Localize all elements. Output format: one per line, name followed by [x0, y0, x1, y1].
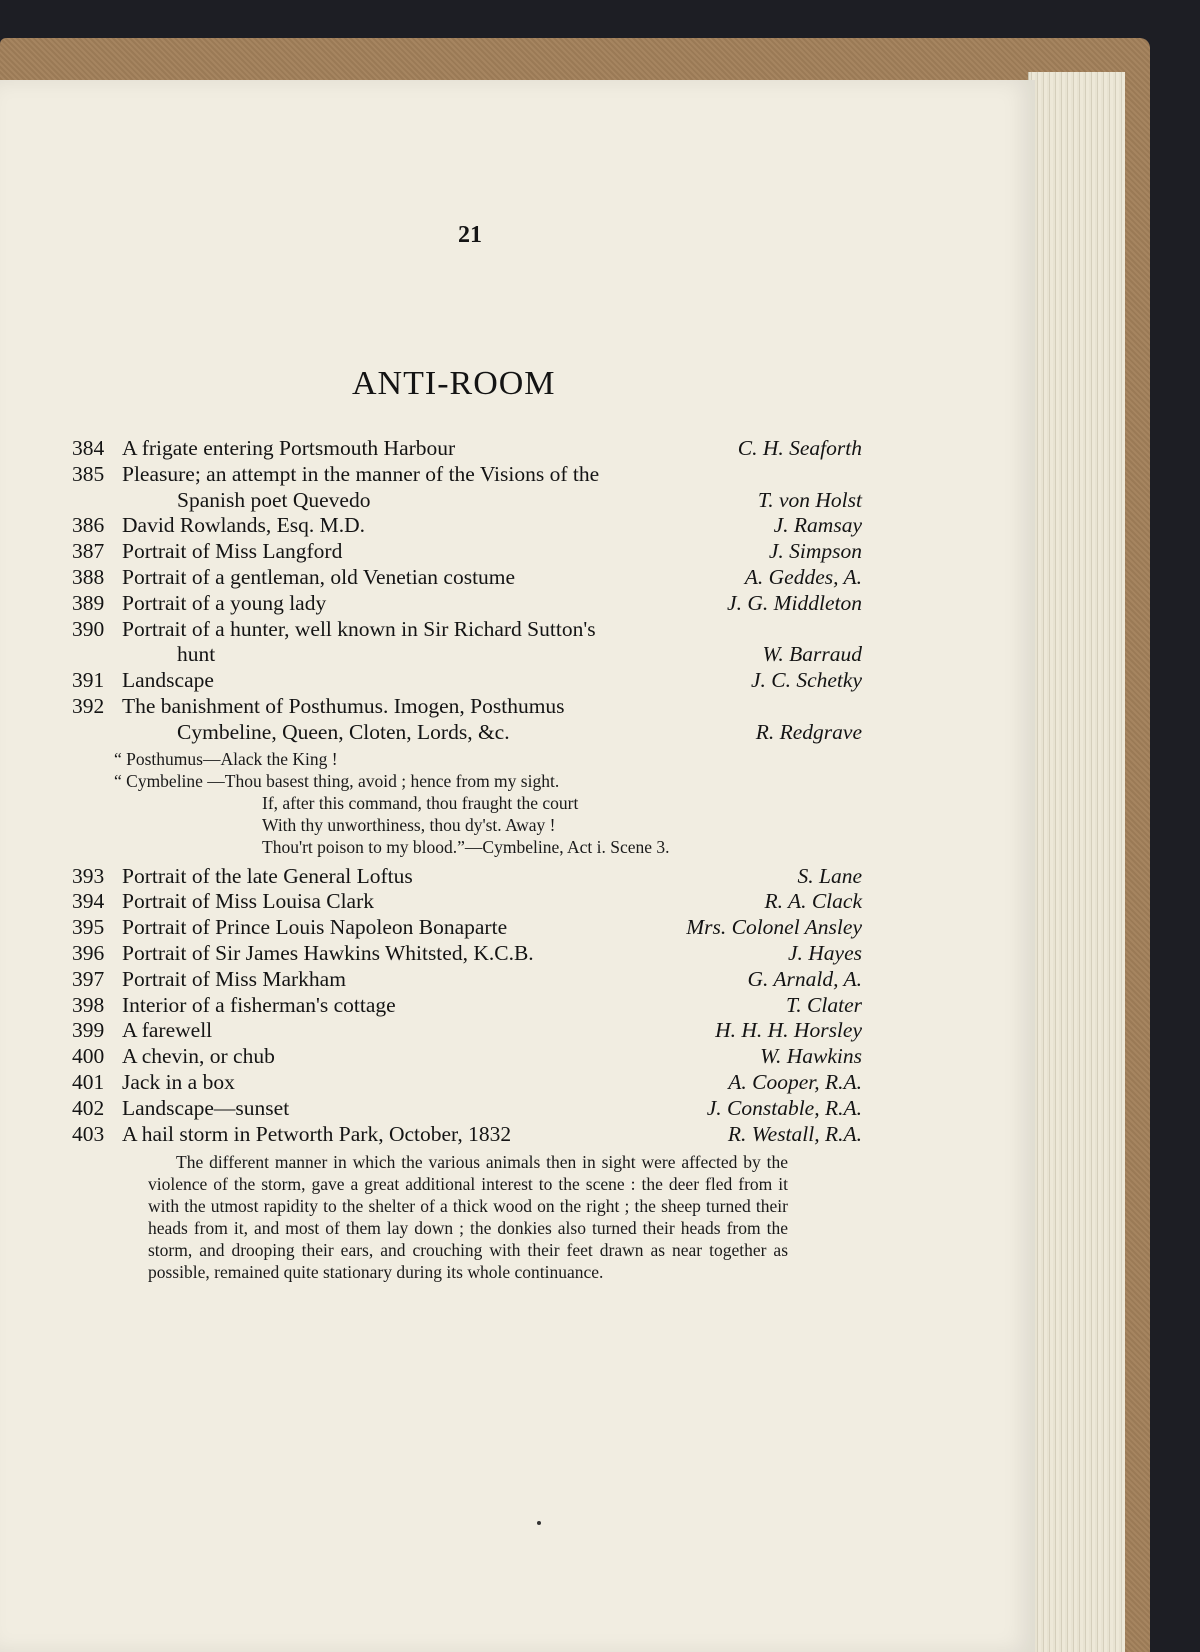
entry-title: Landscape—sunset: [122, 1095, 290, 1120]
entry-artist: T. Clater: [785, 992, 862, 1017]
quote-line: “ Cymbeline —Thou basest thing, avoid ; hence from my sight.: [114, 770, 560, 791]
section-title: ANTI-ROOM: [352, 365, 556, 402]
page-edges: [1028, 72, 1125, 1652]
entry-385: [72, 462, 862, 488]
entry-401: [72, 1070, 862, 1096]
entry-title: Interior of a fisherman's cottage: [122, 992, 396, 1017]
catalogue-entries: [72, 436, 862, 1283]
entry-393: [72, 864, 862, 890]
page-number: 21: [458, 222, 482, 248]
entry-title-cont: Cymbeline, Queen, Cloten, Lords, &c.: [177, 719, 510, 744]
entry-title: Landscape: [122, 668, 214, 693]
entry-title: A chevin, or chub: [122, 1044, 275, 1069]
entry-number: 401: [72, 1069, 105, 1094]
page-mark: [537, 1521, 541, 1525]
entry-title: Portrait of a hunter, well known in Sir Richard Sutton's: [122, 616, 596, 641]
entry-number: 385: [72, 461, 105, 486]
entry-title: Portrait of Miss Markham: [122, 966, 346, 991]
entry-artist: J. G. Middleton: [727, 590, 862, 615]
entry-number: 391: [72, 668, 105, 693]
entry-394: [72, 889, 862, 915]
entry-title: Pleasure; an attempt in the manner of the Visions of the: [122, 461, 600, 486]
entry-397: [72, 967, 862, 993]
entry-number: 397: [72, 966, 105, 991]
quote-line: “ Posthumus—Alack the King !: [114, 748, 338, 769]
quote-line: With thy unworthiness, thou dy'st. Away !: [262, 814, 556, 835]
entry-392-cont: [72, 720, 862, 746]
quote-line: Thou'rt poison to my blood.”—Cymbeline, Act i. Scene 3.: [262, 836, 670, 857]
entry-390-cont: [72, 642, 862, 668]
entry-title-cont: hunt: [177, 642, 216, 667]
entry-artist: W. Barraud: [762, 642, 862, 667]
entry-385-cont: [72, 488, 862, 514]
entry-title: Portrait of Miss Langford: [122, 539, 343, 564]
entry-400: [72, 1044, 862, 1070]
entry-number: 390: [72, 616, 105, 641]
entry-number: 402: [72, 1095, 105, 1120]
note-text: The different manner in which the various animals then in sight were affected by the violence of the storm, gave a great additional interest to the scene : the deer fled from it with the utmost rapidity to the shelter of a thick wood on the right ; the sheep turned their heads from it, and most of them lay down ; the donkies also turned their heads from the storm, and drooping their ears, and crouching with their feet drawn as near together as possible, remained quite stationary during its whole continuance.: [148, 1152, 788, 1283]
entry-artist: J. Constable, R.A.: [706, 1095, 862, 1120]
entry-number: 398: [72, 992, 105, 1017]
entry-title: Jack in a box: [122, 1069, 235, 1094]
entry-title: Portrait of a gentleman, old Venetian costume: [122, 564, 516, 589]
entry-number: 384: [72, 436, 105, 460]
entry-title: Portrait of a young lady: [122, 590, 327, 615]
entry-392: [72, 694, 862, 720]
entry-number: 399: [72, 1018, 105, 1043]
entry-number: 395: [72, 915, 105, 940]
entry-title: The banishment of Posthumus. Imogen, Posthumus: [122, 693, 565, 718]
entry-399: [72, 1018, 862, 1044]
entry-title: A hail storm in Petworth Park, October, 1832: [122, 1121, 512, 1146]
entry-artist: G. Arnald, A.: [747, 966, 862, 991]
entry-number: 394: [72, 889, 105, 914]
entry-389: [72, 591, 862, 617]
entry-number: 403: [72, 1121, 105, 1146]
entry-title: Portrait of Miss Louisa Clark: [122, 889, 375, 914]
entry-title: Portrait of Sir James Hawkins Whitsted, K.C.B.: [122, 940, 534, 965]
entry-artist: A. Cooper, R.A.: [728, 1069, 862, 1094]
entry-artist: J. C. Schetky: [750, 668, 862, 693]
entry-artist: R. Westall, R.A.: [727, 1121, 862, 1146]
entry-number: 393: [72, 863, 105, 888]
entry-artist: S. Lane: [797, 863, 862, 888]
entry-artist: W. Hawkins: [760, 1044, 862, 1069]
entry-artist: C. H. Seaforth: [737, 436, 862, 460]
entry-title: David Rowlands, Esq. M.D.: [122, 513, 366, 538]
entry-number: 389: [72, 590, 105, 615]
entry-number: 396: [72, 940, 105, 965]
entry-number: 388: [72, 564, 105, 589]
entry-artist: Mrs. Colonel Ansley: [686, 915, 862, 940]
entry-artist: T. von Holst: [757, 487, 862, 512]
entry-396: [72, 941, 862, 967]
entry-398: [72, 993, 862, 1019]
entry-artist: J. Simpson: [768, 539, 862, 564]
entry-387: [72, 539, 862, 565]
entry-403: [72, 1122, 862, 1148]
entry-391: [72, 668, 862, 694]
entry-title: A frigate entering Portsmouth Harbour: [122, 436, 456, 460]
entry-386: [72, 513, 862, 539]
entry-title: Portrait of the late General Loftus: [122, 863, 413, 888]
entry-388: [72, 565, 862, 591]
shakespeare-quote: [72, 748, 862, 858]
entry-number: 387: [72, 539, 105, 564]
entry-403-note: [72, 1151, 788, 1283]
entry-artist: J. Ramsay: [773, 513, 862, 538]
entry-390: [72, 617, 862, 643]
entry-number: 400: [72, 1044, 105, 1069]
entry-title-cont: Spanish poet Quevedo: [177, 487, 371, 512]
entry-number: 392: [72, 693, 105, 718]
entry-number: 386: [72, 513, 105, 538]
entry-artist: A. Geddes, A.: [744, 564, 862, 589]
entry-artist: R. Redgrave: [755, 719, 862, 744]
quote-line: If, after this command, thou fraught the court: [262, 792, 579, 813]
entry-384: [72, 436, 862, 462]
entry-402: [72, 1096, 862, 1122]
entry-395: [72, 915, 862, 941]
entry-artist: J. Hayes: [787, 940, 862, 965]
entry-title: A farewell: [122, 1018, 213, 1043]
entry-title: Portrait of Prince Louis Napoleon Bonaparte: [122, 915, 508, 940]
entry-artist: H. H. H. Horsley: [715, 1018, 862, 1043]
entry-artist: R. A. Clack: [764, 889, 862, 914]
